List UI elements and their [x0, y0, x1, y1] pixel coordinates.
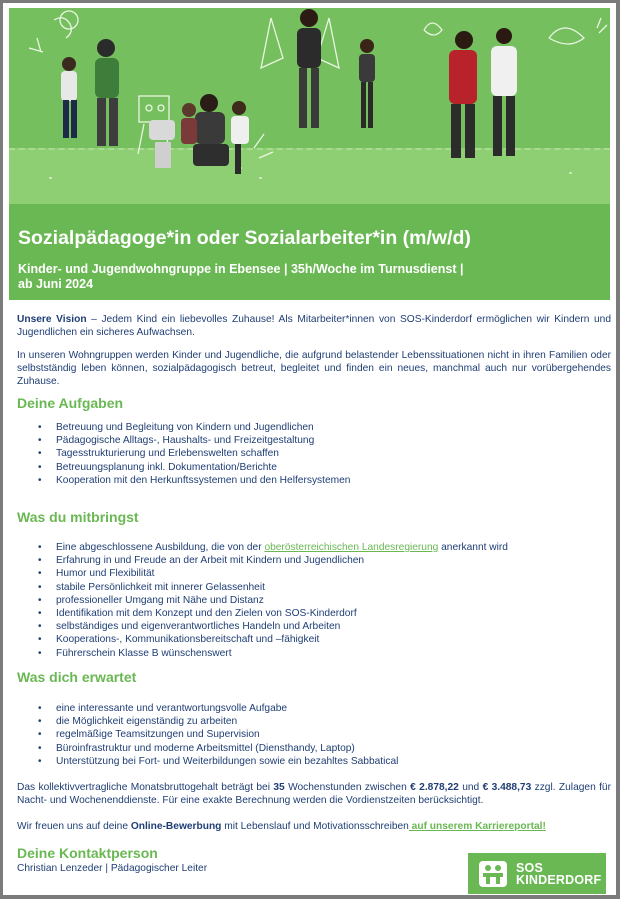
hero-image — [9, 8, 610, 204]
list-item: • eine interessante und verantwortungsvolle Aufgabe — [17, 702, 611, 715]
list-item: • Kooperations-, Kommunikationsbereitschaft und –fähigkeit — [17, 633, 611, 646]
list-item: • die Möglichkeit eigenständig zu arbeiten — [17, 715, 611, 728]
salary-text3: und — [458, 782, 483, 793]
req-item0-before: Eine abgeschlossene Ausbildung, die von der — [56, 542, 265, 553]
requirements-list — [17, 541, 611, 660]
apply-text1: Wir freuen uns auf deine — [17, 821, 131, 832]
list-item: • Betreuung und Begleitung von Kindern und Jugendlichen — [17, 421, 611, 434]
list-item: • professioneller Umgang mit Nähe und Distanz — [17, 594, 611, 607]
salary-max: € 3.488,73 — [482, 782, 532, 793]
contact-name: Christian Lenzeder | Pädagogischer Leiter — [17, 863, 208, 874]
list-item: • Büroinfrastruktur und moderne Arbeitsmittel (Diensthandy, Laptop) — [17, 742, 611, 755]
logo-line1: SOS — [516, 860, 543, 875]
job-subtitle — [18, 262, 601, 292]
vision-label: Unsere Vision — [17, 314, 87, 325]
salary-hours: 35 — [273, 782, 285, 793]
list-item: • Pädagogische Alltags-, Haushalts- und Freizeitgestaltung — [17, 434, 611, 447]
sos-children-icon — [478, 860, 508, 888]
apply-paragraph — [17, 820, 611, 833]
list-item — [17, 541, 611, 554]
salary-min: € 2.878,22 — [410, 782, 459, 793]
offer-list — [17, 702, 611, 768]
list-item: • selbständiges und eigenverantwortliches Handeln und Arbeiten — [17, 620, 611, 633]
logo-line2: KINDERDORF — [516, 872, 602, 887]
list-item: • regelmäßige Teamsitzungen und Supervision — [17, 728, 611, 741]
offer-heading: Was dich erwartet — [17, 669, 137, 685]
tasks-list — [17, 421, 611, 487]
tasks-heading: Deine Aufgaben — [17, 395, 124, 411]
salary-text1: Das kollektivvertragliche Monatsbruttogehalt beträgt bei — [17, 782, 274, 793]
salary-text2: Wochenstunden zwischen — [284, 782, 411, 793]
requirements-heading: Was du mitbringst — [17, 509, 139, 525]
intro-vision — [17, 313, 611, 339]
list-item: • Führerschein Klasse B wünschenswert — [17, 647, 611, 660]
list-item: • Humor und Flexibilität — [17, 567, 611, 580]
list-item: • Erfahrung in und Freude an der Arbeit mit Kindern und Jugendlichen — [17, 554, 611, 567]
hero-illustration — [9, 8, 610, 204]
landesregierung-link[interactable]: oberösterreichischen Landesregierung — [264, 542, 439, 553]
list-item: • Betreuungsplanung inkl. Dokumentation/Berichte — [17, 461, 611, 474]
salary-paragraph — [17, 781, 611, 807]
vision-text: – Jedem Kind ein liebevolles Zuhause! Als Mitarbeiter*innen von SOS-Kinderdorf ermöglichen wir Kindern und Jugendlichen ein sicheres Aufwachsen. — [17, 314, 611, 338]
job-subtitle-line2: ab Juni 2024 — [18, 277, 94, 291]
list-item: • Identifikation mit dem Konzept und den Zielen von SOS-Kinderdorf — [17, 607, 611, 620]
req-item0-after: anerkannt wird — [438, 542, 508, 553]
apply-online-label: Online-Bewerbung — [130, 821, 222, 832]
career-portal-link[interactable]: auf unserem Karriereportal! — [408, 821, 546, 832]
job-title: Sozialpädagoge*in oder Sozialarbeiter*in (m/w/d) — [18, 227, 471, 249]
sos-kinderdorf-logo — [468, 853, 606, 894]
intro-paragraph: In unseren Wohngruppen werden Kinder und Jugendliche, die aufgrund belastender Lebenssituationen nicht in ihren Familien oder selbstständig leben können, sozialpädagogisch betreut, begleitet und finden ein neues, manchmal auch nur vorübergehendes Zuhause. — [17, 350, 611, 387]
list-item: • Kooperation mit den Herkunftssystemen und den Helfersystemen — [17, 474, 611, 487]
list-item: • Tagesstrukturierung und Erlebenswelten schaffen — [17, 447, 611, 460]
contact-heading: Deine Kontaktperson — [17, 845, 158, 861]
list-item: • Unterstützung bei Fort- und Weiterbildungen sowie ein bezahltes Sabbatical — [17, 755, 611, 768]
logo-text — [516, 862, 601, 886]
apply-text2: mit Lebenslauf und Motivationsschreiben — [221, 821, 409, 832]
title-banner — [9, 204, 610, 300]
salary-text4: zzgl. Zulagen für Nacht- und Wochenenddienste. Für eine exakte Berechnung werden die Vordienstzeiten berücksichtigt. — [17, 782, 611, 806]
list-item: • stabile Persönlichkeit mit innerer Gelassenheit — [17, 581, 611, 594]
job-subtitle-line1: Kinder- und Jugendwohngruppe in Ebensee | 35h/Woche im Turnusdienst | — [18, 262, 464, 276]
